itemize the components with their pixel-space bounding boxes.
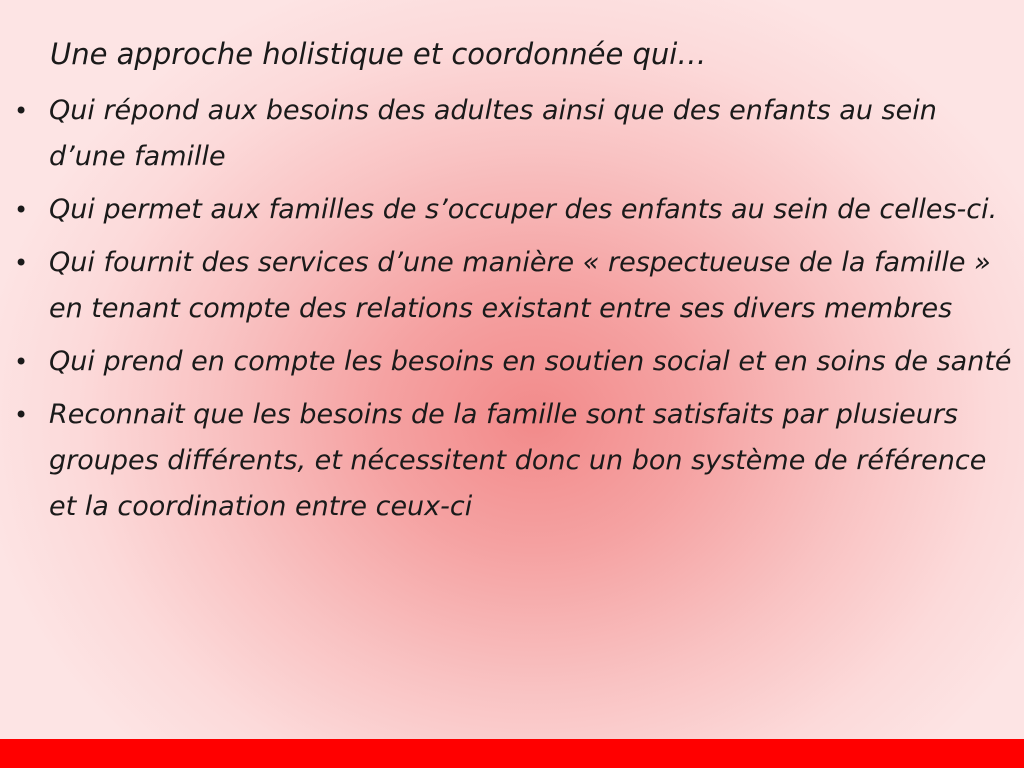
slide-heading: Une approche holistique et coordonnée qui… (50, 37, 707, 71)
bullet-text: Qui fournit des services d’une manière « respectueuse de la famille » en tenant compte des relations existant entre ses divers membres (49, 247, 991, 324)
bullet-icon: • (14, 348, 29, 376)
bullet-text: Qui permet aux familles de s’occuper des enfants au sein de celles-ci. (49, 194, 998, 225)
bullet-item (0, 339, 1016, 385)
bullet-text: Qui prend en compte les besoins en soutien social et en soins de santé (49, 346, 1012, 377)
footer-bar (0, 739, 1024, 768)
bullet-list (0, 88, 1016, 537)
bullet-icon: • (14, 401, 29, 429)
bullet-text: Reconnait que les besoins de la famille sont satisfaits par plusieurs groupes différents, et nécessitent donc un bon système de référence et la coordination entre ceux-ci (49, 399, 987, 522)
bullet-item (0, 392, 1016, 530)
bullet-icon: • (14, 249, 29, 277)
bullet-icon: • (14, 97, 29, 125)
bullet-icon: • (14, 196, 29, 224)
bullet-text: Qui répond aux besoins des adultes ainsi que des enfants au sein d’une famille (49, 95, 937, 172)
bullet-item (0, 240, 1016, 332)
bullet-item (0, 88, 1016, 180)
bullet-item (0, 187, 1016, 233)
